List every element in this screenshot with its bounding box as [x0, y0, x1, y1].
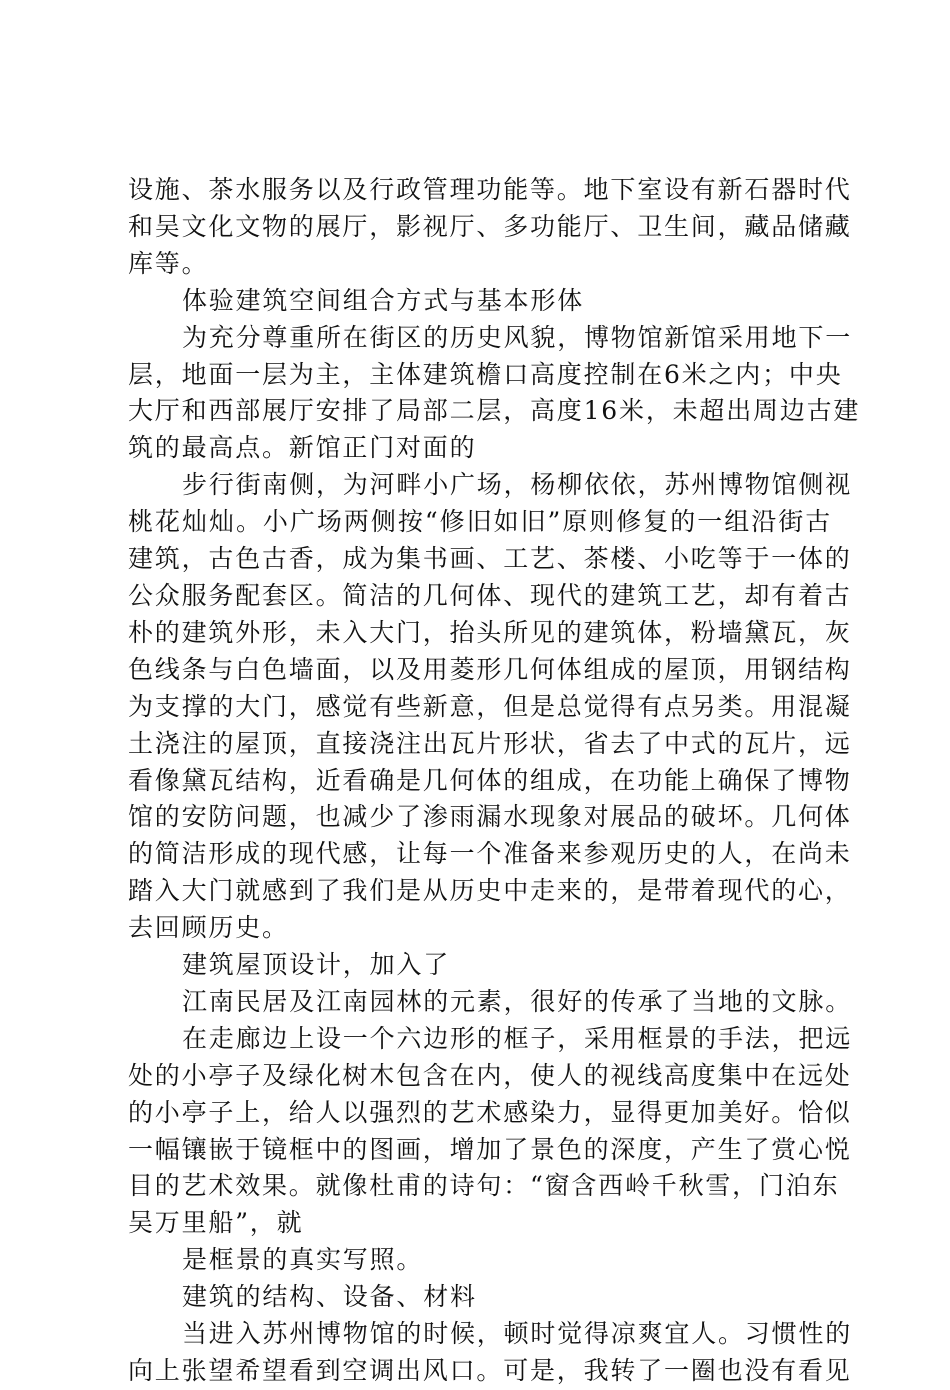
paragraph [128, 172, 852, 283]
paragraph [128, 1021, 853, 1242]
paragraph [128, 984, 853, 1021]
text-line: 当进入苏州博物馆的时候，顿时觉得凉爽宜人。习惯性的 [182, 1319, 853, 1349]
text-line: 处的小亭子及绿化树木包含在内，使人的视线高度集中在远处 [128, 1060, 852, 1090]
text-line: 桃花灿灿。小广场两侧按“修旧如旧”原则修复的一组沿街古 [128, 507, 832, 537]
text-line: 建筑屋顶设计，加入了 [182, 950, 451, 980]
text-line: 向上张望希望看到空调出风口。可是，我转了一圈也没有看见 [128, 1356, 852, 1385]
text-line: 建筑的结构、设备、材料 [182, 1282, 477, 1312]
paragraph [128, 320, 861, 468]
text-line: 看像黛瓦结构，近看确是几何体的组成，在功能上确保了博物 [128, 765, 852, 795]
text-line: 土浇注的屋顶，直接浇注出瓦片形状，省去了中式的瓦片，远 [128, 728, 852, 758]
text-line: 是框景的真实写照。 [182, 1245, 424, 1275]
paragraph [128, 1242, 832, 1279]
text-line: 库等。 [128, 248, 209, 278]
text-line: 层，地面一层为主，主体建筑檐口高度控制在6米之内；中央 [128, 359, 843, 389]
text-line: 步行街南侧，为河畔小广场，杨柳依依，苏州博物馆侧视 [182, 470, 853, 500]
text-line: 为支撑的大门，感觉有些新意，但是总觉得有点另类。用混凝 [128, 691, 852, 721]
text-line: 馆的安防问题，也减少了渗雨漏水现象对展品的破坏。几何体 [128, 802, 852, 832]
text-line: 大厅和西部展厅安排了局部二层，高度16米，未超出周边古建 [128, 396, 861, 426]
text-line: 色线条与白色墙面，以及用菱形几何体组成的屋顶，用钢结构 [128, 654, 852, 684]
text-line: 的小亭子上，给人以强烈的艺术感染力，显得更加美好。恰似 [128, 1097, 852, 1127]
paragraph [128, 1316, 853, 1390]
text-line: 的简洁形成的现代感，让每一个准备来参观历史的人，在尚未 [128, 839, 852, 869]
text-line: 目的艺术效果。就像杜甫的诗句：“窗含西岭千秋雪，门泊东 [128, 1171, 840, 1201]
text-line: 吴万里船”，就 [128, 1208, 304, 1238]
body-text [128, 172, 861, 1390]
text-line: 为充分尊重所在街区的历史风貌，博物馆新馆采用地下一 [182, 322, 853, 352]
text-line: 设施、茶水服务以及行政管理功能等。地下室设有新石器时代 [128, 175, 852, 204]
text-line: 去回顾历史。 [128, 913, 289, 943]
paragraph [128, 283, 832, 320]
paragraph [128, 467, 853, 947]
text-line: 体验建筑空间组合方式与基本形体 [182, 285, 585, 315]
paragraph [128, 947, 832, 984]
text-line: 踏入大门就感到了我们是从历史中走来的，是带着现代的心， [128, 876, 852, 906]
text-line: 一幅镶嵌于镜框中的图画，增加了景色的深度，产生了赏心悦 [128, 1134, 852, 1164]
text-line: 建筑，古色古香，成为集书画、工艺、茶楼、小吃等于一体的 [128, 544, 852, 574]
text-line: 和吴文化文物的展厅，影视厅、多功能厅、卫生间，藏品储藏 [128, 211, 852, 241]
text-line: 朴的建筑外形，未入大门，抬头所见的建筑体，粉墙黛瓦，灰 [128, 617, 852, 647]
paragraph [128, 1279, 832, 1316]
text-line: 在走廊边上设一个六边形的框子，采用框景的手法，把远 [182, 1023, 853, 1053]
text-line: 公众服务配套区。简洁的几何体、现代的建筑工艺，却有着古 [128, 580, 852, 610]
text-line: 筑的最高点。新馆正门对面的 [128, 433, 477, 463]
text-line: 江南民居及江南园林的元素，很好的传承了当地的文脉。 [182, 986, 853, 1016]
